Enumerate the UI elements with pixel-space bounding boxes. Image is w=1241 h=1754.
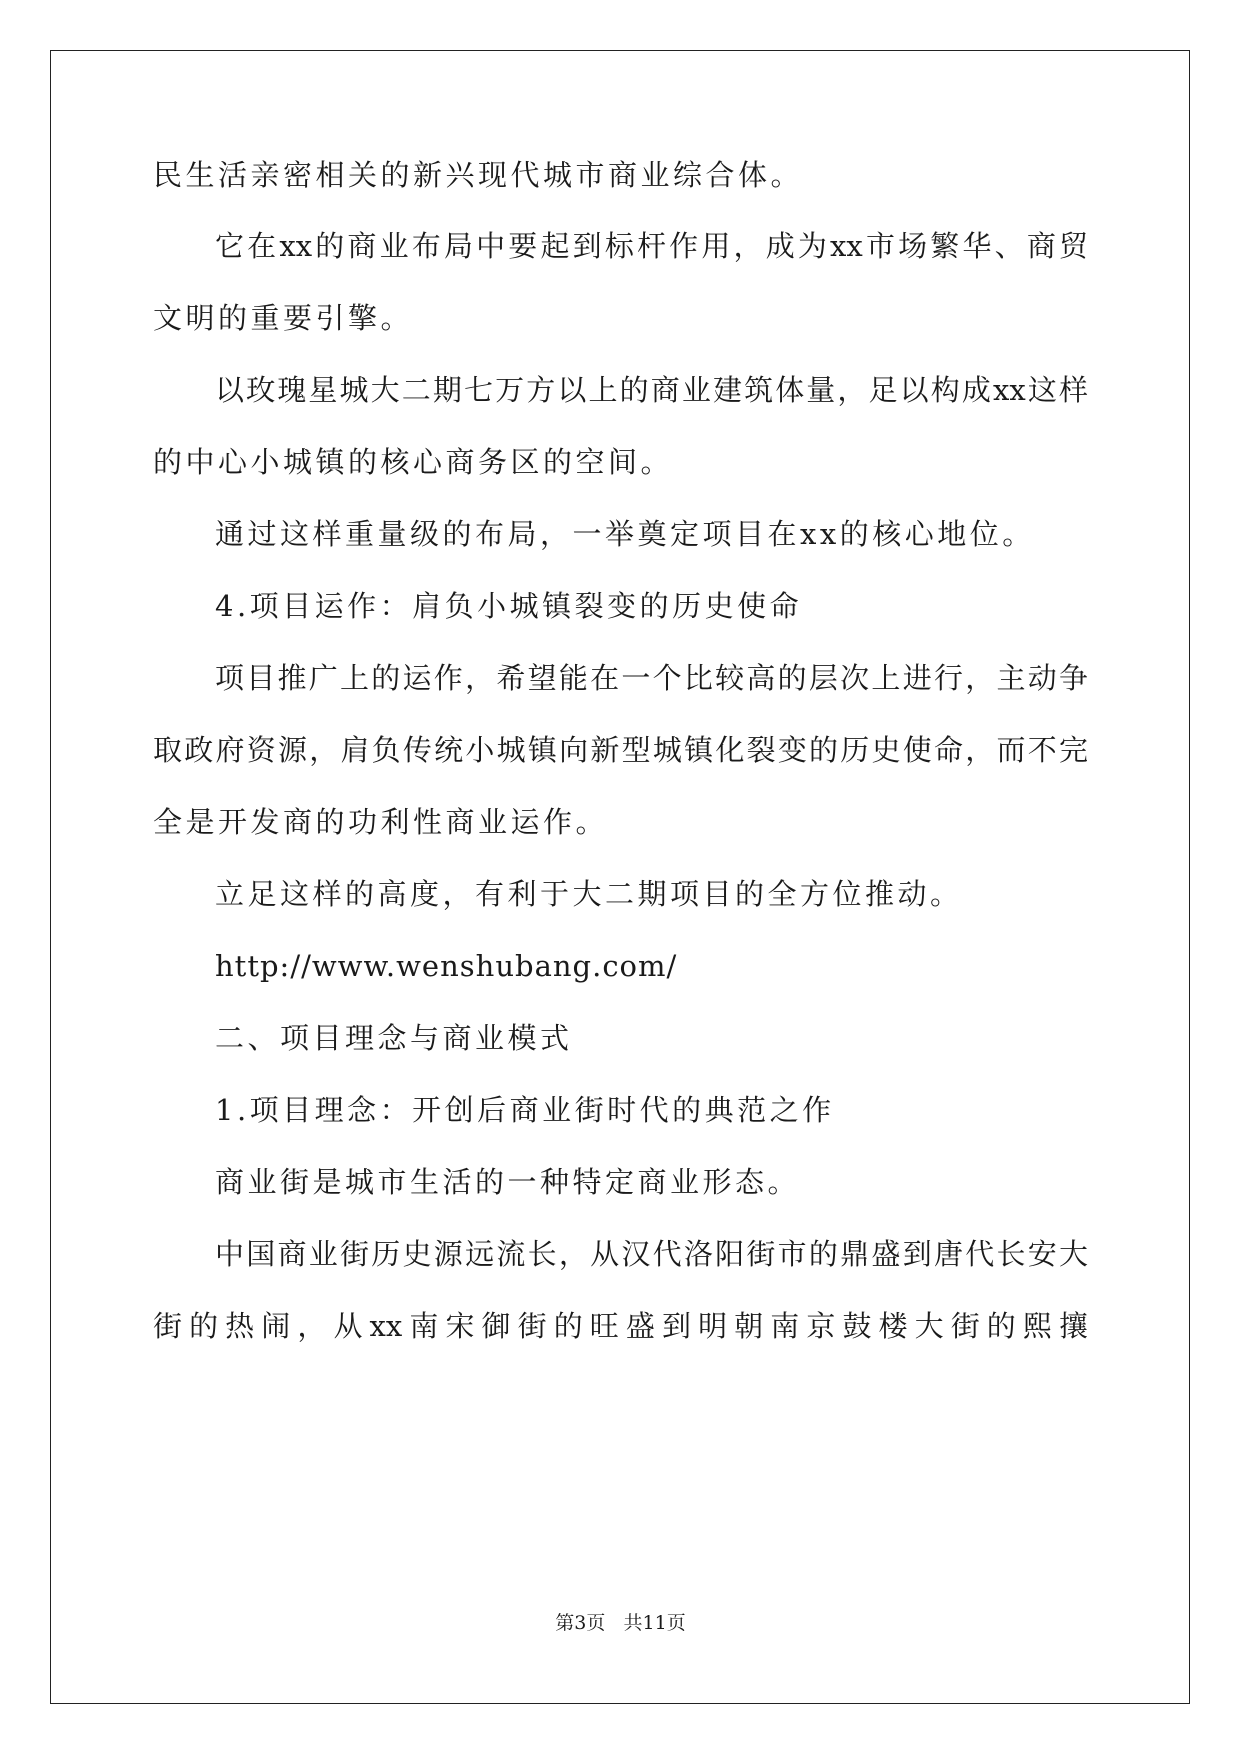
url-line: http://www.wenshubang.com/ — [215, 949, 678, 983]
section-heading: 二、项目理念与商业模式 — [215, 1021, 573, 1055]
paragraph-line: 民生活亲密相关的新兴现代城市商业综合体。 — [153, 158, 804, 192]
section-heading: 4.项目运作：肩负小城镇裂变的历史使命 — [215, 589, 803, 623]
paragraph-line: 立足这样的高度，有利于大二期项目的全方位推动。 — [215, 877, 963, 911]
paragraph-line: 项目推广上的运作，希望能在一个比较高的层次上进行，主动争 — [215, 661, 1088, 695]
paragraph-line: 街的热闹，从xx南宋御街的旺盛到明朝南京鼓楼大街的熙攘 — [153, 1309, 1088, 1343]
page-total: 共11页 — [623, 1612, 686, 1634]
paragraph-line: 文明的重要引擎。 — [153, 301, 414, 335]
paragraph-line: 它在xx的商业布局中要起到标杆作用，成为xx市场繁华、商贸 — [215, 229, 1088, 263]
paragraph-line: 中国商业街历史源远流长，从汉代洛阳街市的鼎盛到唐代长安大 — [215, 1237, 1088, 1271]
paragraph-line: 取政府资源，肩负传统小城镇向新型城镇化裂变的历史使命，而不完 — [153, 733, 1088, 767]
paragraph-line: 的中心小城镇的核心商务区的空间。 — [153, 445, 674, 479]
paragraph-line: 通过这样重量级的布局，一举奠定项目在xx的核心地位。 — [215, 517, 1035, 551]
section-heading: 1.项目理念：开创后商业街时代的典范之作 — [215, 1093, 835, 1127]
paragraph-line: 以玫瑰星城大二期七万方以上的商业建筑体量，足以构成xx这样 — [215, 373, 1088, 407]
paragraph-line: 商业街是城市生活的一种特定商业形态。 — [215, 1165, 801, 1199]
page-number: 第3页 — [555, 1612, 606, 1634]
paragraph-line: 全是开发商的功利性商业运作。 — [153, 805, 609, 839]
page-footer — [0, 1611, 1241, 1635]
